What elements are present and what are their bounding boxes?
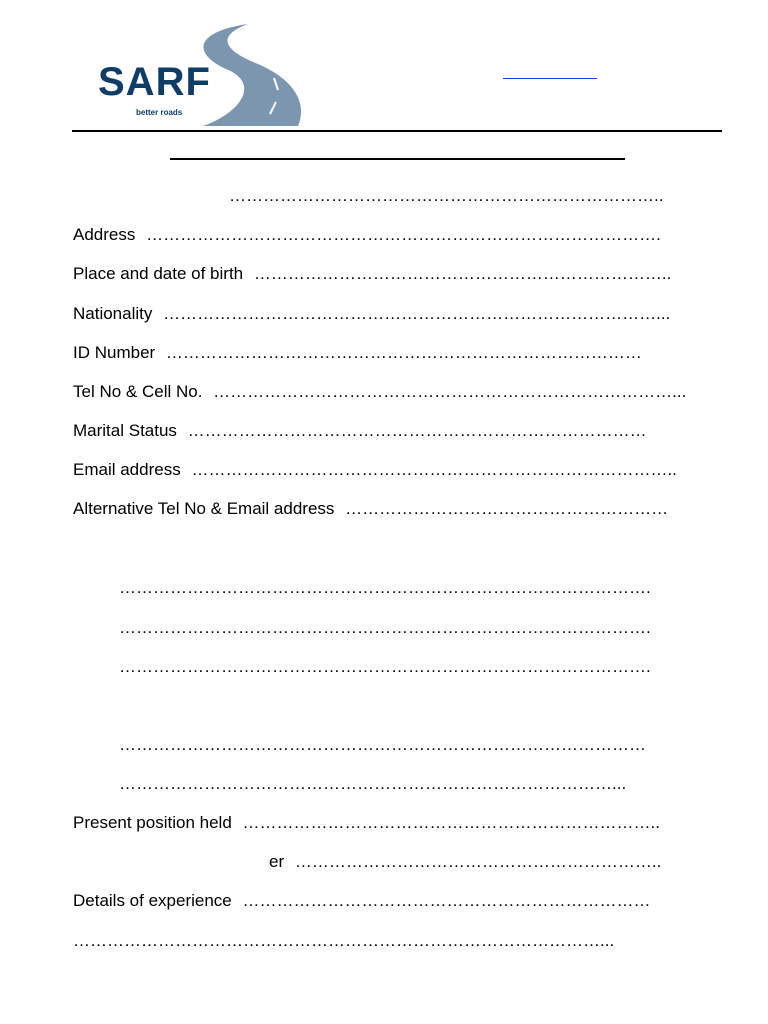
field-label: Alternative Tel No & Email address — [73, 499, 335, 518]
field-present-position — [73, 813, 660, 833]
field-dots: ………………………………………………………………………… — [165, 343, 642, 362]
title-underline — [170, 158, 625, 160]
field-experience — [73, 891, 651, 911]
header-divider — [72, 130, 722, 132]
field-dots: ……………………………………………………………… — [242, 891, 651, 910]
link-underline[interactable] — [503, 78, 597, 79]
field-label: Address — [73, 225, 136, 244]
field-employer — [269, 852, 661, 872]
field-dots: ……………………………………………………….. — [294, 852, 662, 871]
field-label: Place and date of birth — [73, 264, 244, 283]
block-dots: ………………………………………………………………………………… — [119, 735, 646, 754]
field-label: Present position held — [73, 813, 232, 832]
block2-line — [119, 774, 626, 794]
block-dots: …………………………………………………………………………………. — [119, 657, 651, 676]
field-nationality — [73, 304, 670, 324]
field-label: Details of experience — [73, 891, 232, 910]
name-dots: ………………………………………………………………….. — [229, 186, 664, 205]
field-address — [73, 225, 661, 245]
sarf-logo — [98, 24, 303, 126]
block-dots: …………………………………………………………………………………. — [119, 618, 651, 637]
experience-line — [73, 931, 614, 951]
logo-brand: SARF — [98, 60, 211, 104]
field-dots: ………………………………………………………………………………. — [146, 225, 661, 244]
block2-line — [119, 735, 646, 755]
block-dots: ……………………………………………………………………………... — [119, 774, 627, 793]
field-label: Nationality — [73, 304, 153, 323]
block-dots: …………………………………………………………………………………. — [119, 578, 651, 597]
field-dots: ……………………………………………………………….. — [253, 264, 672, 283]
field-dots: ………………………………………………………………………….. — [191, 460, 677, 479]
experience-dots: …………………………………………………………………………………... — [73, 931, 615, 950]
logo-tagline: better roads — [136, 108, 183, 117]
field-alt-contact — [73, 499, 668, 519]
field-id-number — [73, 343, 642, 363]
field-email — [73, 460, 677, 480]
block1-line — [119, 578, 651, 598]
field-label: Marital Status — [73, 421, 177, 440]
field-label: er — [269, 852, 285, 871]
field-dots: ……………………………………………………………………………... — [163, 304, 671, 323]
field-birth — [73, 264, 671, 284]
field-dots: ………………………………………………… — [345, 499, 669, 518]
field-dots: ……………………………………………………………….. — [242, 813, 660, 832]
field-label: Email address — [73, 460, 181, 479]
field-label: Tel No & Cell No. — [73, 382, 203, 401]
field-dots: ……………………………………………………………………… — [187, 421, 647, 440]
field-tel — [73, 382, 686, 402]
block1-line — [119, 618, 651, 638]
field-marital — [73, 421, 647, 441]
name-line — [229, 186, 663, 206]
field-dots: ………………………………………………………………………... — [213, 382, 687, 401]
field-label: ID Number — [73, 343, 156, 362]
block1-line — [119, 657, 651, 677]
